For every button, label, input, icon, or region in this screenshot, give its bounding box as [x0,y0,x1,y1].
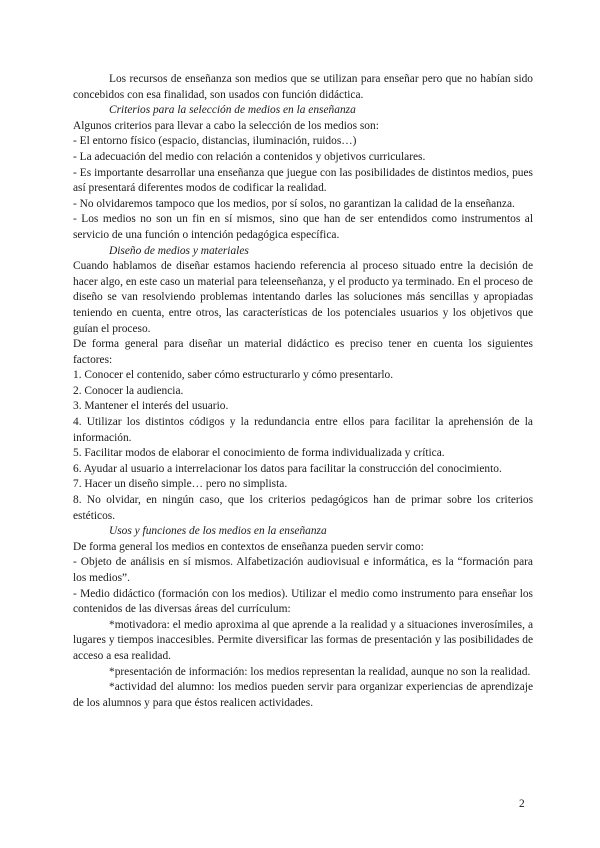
body-paragraph: De forma general para diseñar un material didáctico es preciso tener en cuenta los siguientes factores: [73,338,533,366]
list-item: - Es importante desarrollar una enseñanza que juegue con las posibilidades de distintos medios, pues así presentará diferentes modos de codificar la realidad. [73,166,533,195]
list-item: 3. Mantener el interés del usuario. [73,400,229,413]
page-number: 2 [519,798,525,810]
list-item: 4. Utilizar los distintos códigos y la redundancia entre ellos para facilitar la aprehensión de la información. [73,416,533,444]
intro-paragraph: Los recursos de enseñanza son medios que se utilizan para enseñar pero que no habían sido concebidos con esa finalidad, son usados con función didáctica. [73,73,533,101]
page-body [73,72,533,711]
body-paragraph: Cuando hablamos de diseñar estamos haciendo referencia al proceso situado entre la decisión de hacer algo, en este caso un material para teleenseñanza, y el producto ya terminado. En el proceso de diseño se van resolviendo problemas intentando darles las soluciones más sencillas y apropiadas teniendo en cuenta, entre otros, las características de los potenciales usuarios y los objetivos que guían el proceso. [73,260,533,335]
sub-list-item: *motivadora: el medio aproxima al que aprende a la realidad y a situaciones inverosímiles, a lugares y tiempos inaccesibles. Permite diversificar las formas de presentación y las posibilidades de acceso a esa realidad. [73,618,533,662]
list-item: - Objeto de análisis en sí mismos. Alfabetización audiovisual e informática, es la “formación para los medios”. [73,556,533,584]
list-item: - Los medios no son un fin en sí mismos, sino que han de ser entendidos como instrumentos al servicio de una función o intención pedagógica específica. [73,213,533,241]
section-heading-usos: Usos y funciones de los medios en la enseñanza [109,525,327,538]
section-heading-diseno: Diseño de medios y materiales [109,244,249,257]
list-item: 1. Conocer el contenido, saber cómo estructurarlo y cómo presentarlo. [73,369,394,382]
list-item: - Medio didáctico (formación con los medios). Utilizar el medio como instrumento para enseñar los contenidos de las diversas áreas del currículum: [73,587,533,616]
list-item: - La adecuación del medio con relación a contenidos y objetivos curriculares. [73,150,426,163]
section-heading-criterios: Criterios para la selección de medios en la enseñanza [109,104,356,117]
section-lead: Algunos criterios para llevar a cabo la selección de los medios son: [73,119,379,132]
sub-list-item: *presentación de información: los medios representan la realidad, aunque no son la realidad. [109,665,531,678]
list-item: 6. Ayudar al usuario a interrelacionar los datos para facilitar la construcción del conocimiento. [73,462,502,475]
sub-list-item: *actividad del alumno: los medios pueden servir para organizar experiencias de aprendizaje de los alumnos y para que éstos realicen actividades. [73,681,533,709]
list-item: 2. Conocer la audiencia. [73,384,184,397]
list-item: 7. Hacer un diseño simple… pero no simplista. [73,478,288,491]
list-item: - El entorno físico (espacio, distancias, iluminación, ruidos…) [73,135,357,148]
list-item: - No olvidaremos tampoco que los medios, por sí solos, no garantizan la calidad de la enseñanza. [73,197,515,210]
list-item: 8. No olvidar, en ningún caso, que los criterios pedagógicos han de primar sobre los criterios estéticos. [73,494,533,522]
list-item: 5. Facilitar modos de elaborar el conocimiento de forma individualizada y crítica. [73,447,445,460]
section-lead: De forma general los medios en contextos de enseñanza pueden servir como: [73,540,424,553]
